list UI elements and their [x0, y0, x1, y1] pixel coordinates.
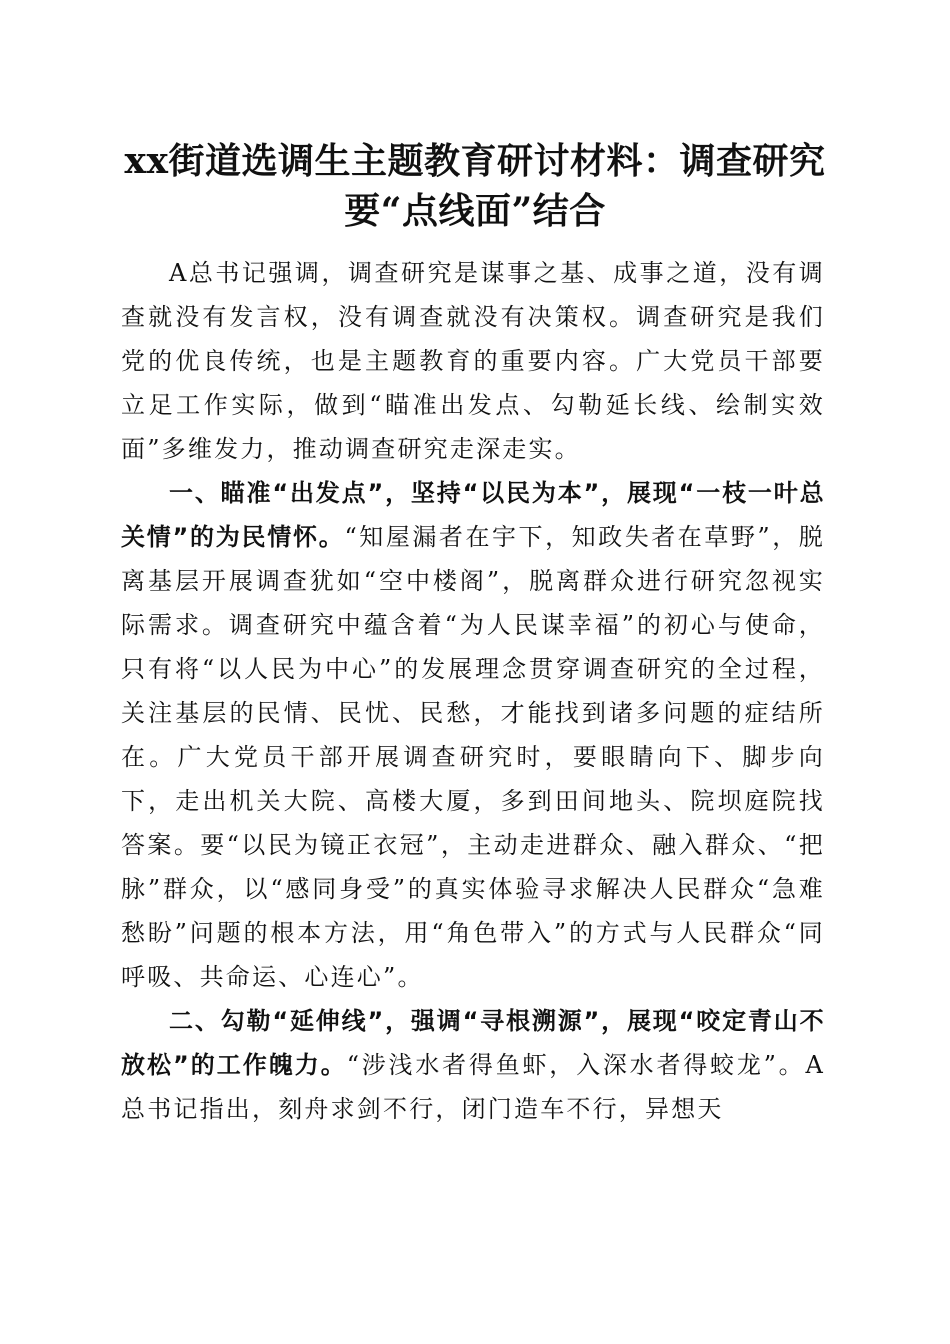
section-1-heading: 一、瞄准“出发点”，坚持“以民为本”，展现“一枝一叶总关情”的为民情怀。	[121, 479, 825, 551]
title-line-1: xx街道选调生主题教育研讨材料：调查研究	[124, 140, 826, 182]
section-2-body: “涉浅水者得鱼虾，入深水者得蛟龙”。A总书记指出，刻舟求剑不行，闭门造车不行，异想天	[121, 1051, 826, 1123]
intro-text: A总书记强调，调查研究是谋事之基、成事之道，没有调查就没有发言权，没有调查就没有决策权。调查研究是我们党的优良传统，也是主题教育的重要内容。广大党员干部要立足工作实际，做到“瞄准出发点、勾勒延长线、绘制实效面”多维发力，推动调查研究走深走实。	[121, 259, 825, 463]
document-body	[121, 251, 825, 1131]
section-2-heading: 二、勾勒“延伸线”，强调“寻根溯源”，展现“咬定青山不放松”的工作魄力。	[121, 1007, 825, 1079]
section-1-body: “知屋漏者在宇下，知政失者在草野”，脱离基层开展调查犹如“空中楼阁”，脱离群众进行研究忽视实际需求。调查研究中蕴含着“为人民谋幸福”的初心与使命，只有将“以人民为中心”的发展理念贯穿调查研究的全过程，关注基层的民情、民忧、民愁，才能找到诸多问题的症结所在。广大党员干部开展调查研究时，要眼睛向下、脚步向下，走出机关大院、高楼大厦，多到田间地头、院坝庭院找答案。要“以民为镜正衣冠”，主动走进群众、融入群众、“把脉”群众，以“感同身受”的真实体验寻求解决人民群众“急难愁盼”问题的根本方法，用“角色带入”的方式与人民群众“同呼吸、共命运、心连心”。	[121, 523, 825, 991]
section-1-paragraph	[121, 471, 825, 999]
title-line-2: 要“点线面”结合	[344, 190, 606, 232]
document-title	[100, 136, 850, 236]
intro-paragraph	[121, 251, 825, 471]
section-2-paragraph	[121, 999, 825, 1131]
